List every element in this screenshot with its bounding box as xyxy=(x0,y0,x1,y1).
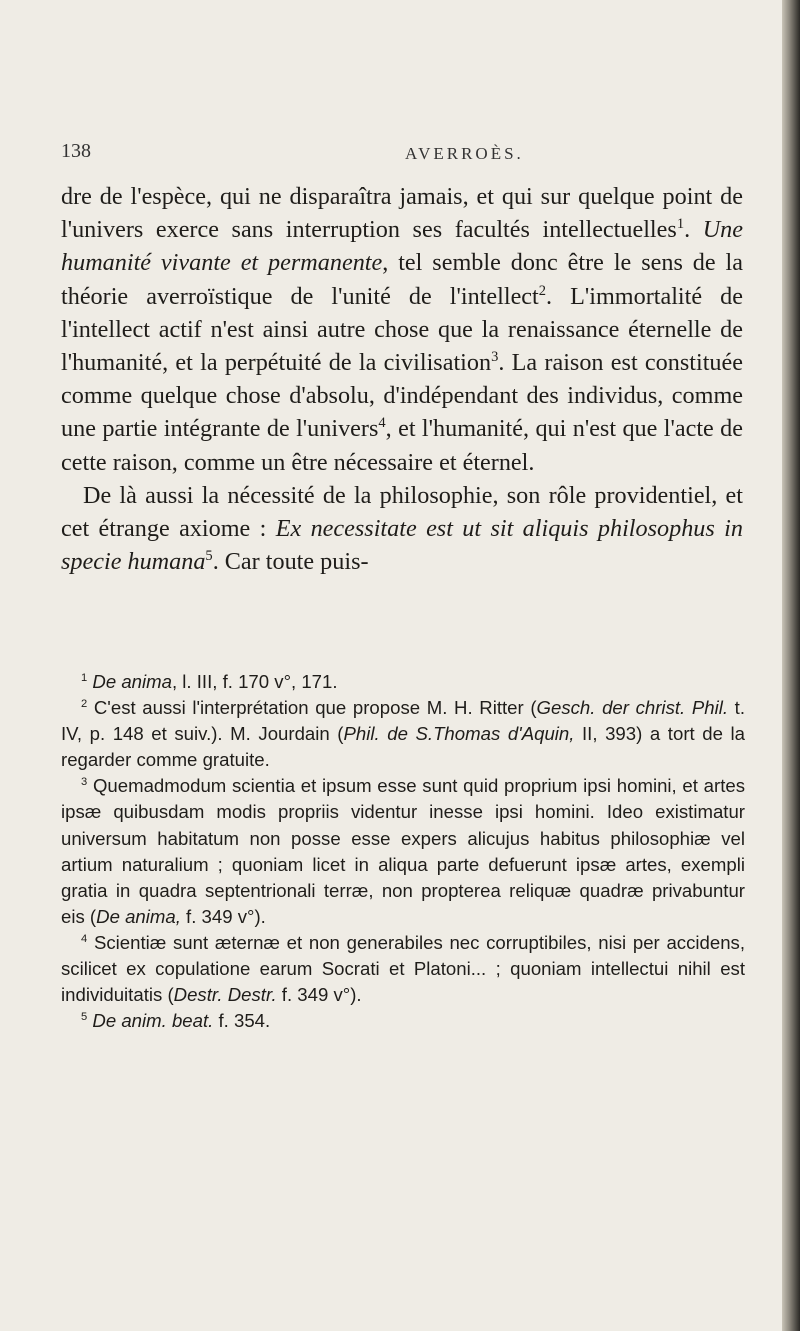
italic-phrase: Une humanité vivante et permanente xyxy=(61,216,744,277)
text-run: . xyxy=(684,216,703,244)
running-title: AVERROÈS. xyxy=(405,144,524,163)
text-run: C'est aussi l'interprétation que propose M. H. Ritter ( xyxy=(93,697,537,719)
footnote-mark: 1 xyxy=(81,671,88,684)
footnote-4 xyxy=(61,930,745,1008)
footnote-ref-1: 1 xyxy=(676,216,685,233)
footnote-mark: 2 xyxy=(81,697,88,710)
citation-title: De anima xyxy=(92,671,172,692)
text-run: Scientiæ sunt æternæ et non generabiles nec corruptibiles, nisi per accidens, scilicet ex copulatione earum Socrati et Platoni... ; quoniam intellectui nihil est individuitatis ( xyxy=(61,931,745,1006)
text-run: II, 393) a tort de la regarder comme gratuite. xyxy=(61,723,745,771)
text-run: Quemadmodum scientia et ipsum esse sunt quid proprium ipsi homini, et artes ipsæ quibusdam modis propriis videntur inesse ipsi homini. Ideo existimatur universum habitatum non posse esse expers alicujus habitus philosophiæ vel artium naturalium ; quoniam licet in aliqua parte defuerunt ipsæ artes, exempli gratia in quadra septentrionali terræ, non propterea reliquæ quadræ privabuntur eis ( xyxy=(61,775,745,927)
text-run: . La raison est constituée comme quelque chose d'absolu, d'indépendant des individus, comme une partie intégrante de l'univers xyxy=(61,349,743,443)
main-text xyxy=(61,180,743,578)
latin-axiom: Ex necessitate est ut sit aliquis philosophus in specie humana xyxy=(61,515,743,576)
page-number: 138 xyxy=(61,140,91,162)
footnote-1 xyxy=(61,669,745,695)
footnote-3 xyxy=(61,773,745,930)
footnote-ref-2: 2 xyxy=(538,282,547,299)
text-run: t. IV, p. 148 et suiv.). M. Jourdain ( xyxy=(61,697,745,745)
text-run: f. 349 v°). xyxy=(276,984,362,1006)
book-spine-shadow xyxy=(782,0,800,1331)
page-header xyxy=(0,140,782,170)
citation-text: f. 354. xyxy=(213,1010,271,1032)
footnote-mark: 5 xyxy=(81,1011,88,1024)
citation-title: Destr. Destr. xyxy=(173,984,277,1006)
footnote-2 xyxy=(61,695,745,773)
text-run: , et l'humanité, qui n'est que l'acte de cette raison, comme un être nécessaire et éternel. xyxy=(61,415,743,476)
text-run: , tel semble donc être le sens de la théorie averroïstique de l'unité de l'intellect xyxy=(61,249,743,310)
citation-text: , l. III, f. 170 v°, 171. xyxy=(171,671,338,692)
footnote-ref-3: 3 xyxy=(491,348,499,365)
text-run: De là aussi la nécessité de la philosophie, son rôle providentiel, et cet étrange axiome : xyxy=(61,481,743,543)
citation-title: De anima, xyxy=(96,905,181,927)
footnote-mark: 4 xyxy=(81,932,88,945)
citation-title: De anim. beat. xyxy=(92,1010,214,1032)
citation-title: Phil. de S.Thomas d'Aquin, xyxy=(343,723,575,745)
footnote-ref-5: 5 xyxy=(205,548,213,565)
text-run: . Car toute puis- xyxy=(212,548,369,576)
footnote-5 xyxy=(61,1008,745,1034)
footnote-ref-4: 4 xyxy=(378,415,386,432)
citation-title: Gesch. der christ. Phil. xyxy=(536,697,729,719)
text-run: dre de l'espèce, qui ne disparaîtra jamais, et qui sur quelque point de l'univers exerce sans interruption ses facultés intellectuelles xyxy=(61,183,743,244)
text-run: . L'immortalité de l'intellect actif n'est ainsi autre chose que la renaissance éternelle de l'humanité, et la perpétuité de la civilisation xyxy=(61,282,743,377)
paragraph-2 xyxy=(61,479,743,579)
text-run: f. 349 v°). xyxy=(180,905,266,927)
footnotes xyxy=(61,669,745,1034)
footnote-mark: 3 xyxy=(81,776,88,789)
paragraph-1 xyxy=(61,180,743,479)
